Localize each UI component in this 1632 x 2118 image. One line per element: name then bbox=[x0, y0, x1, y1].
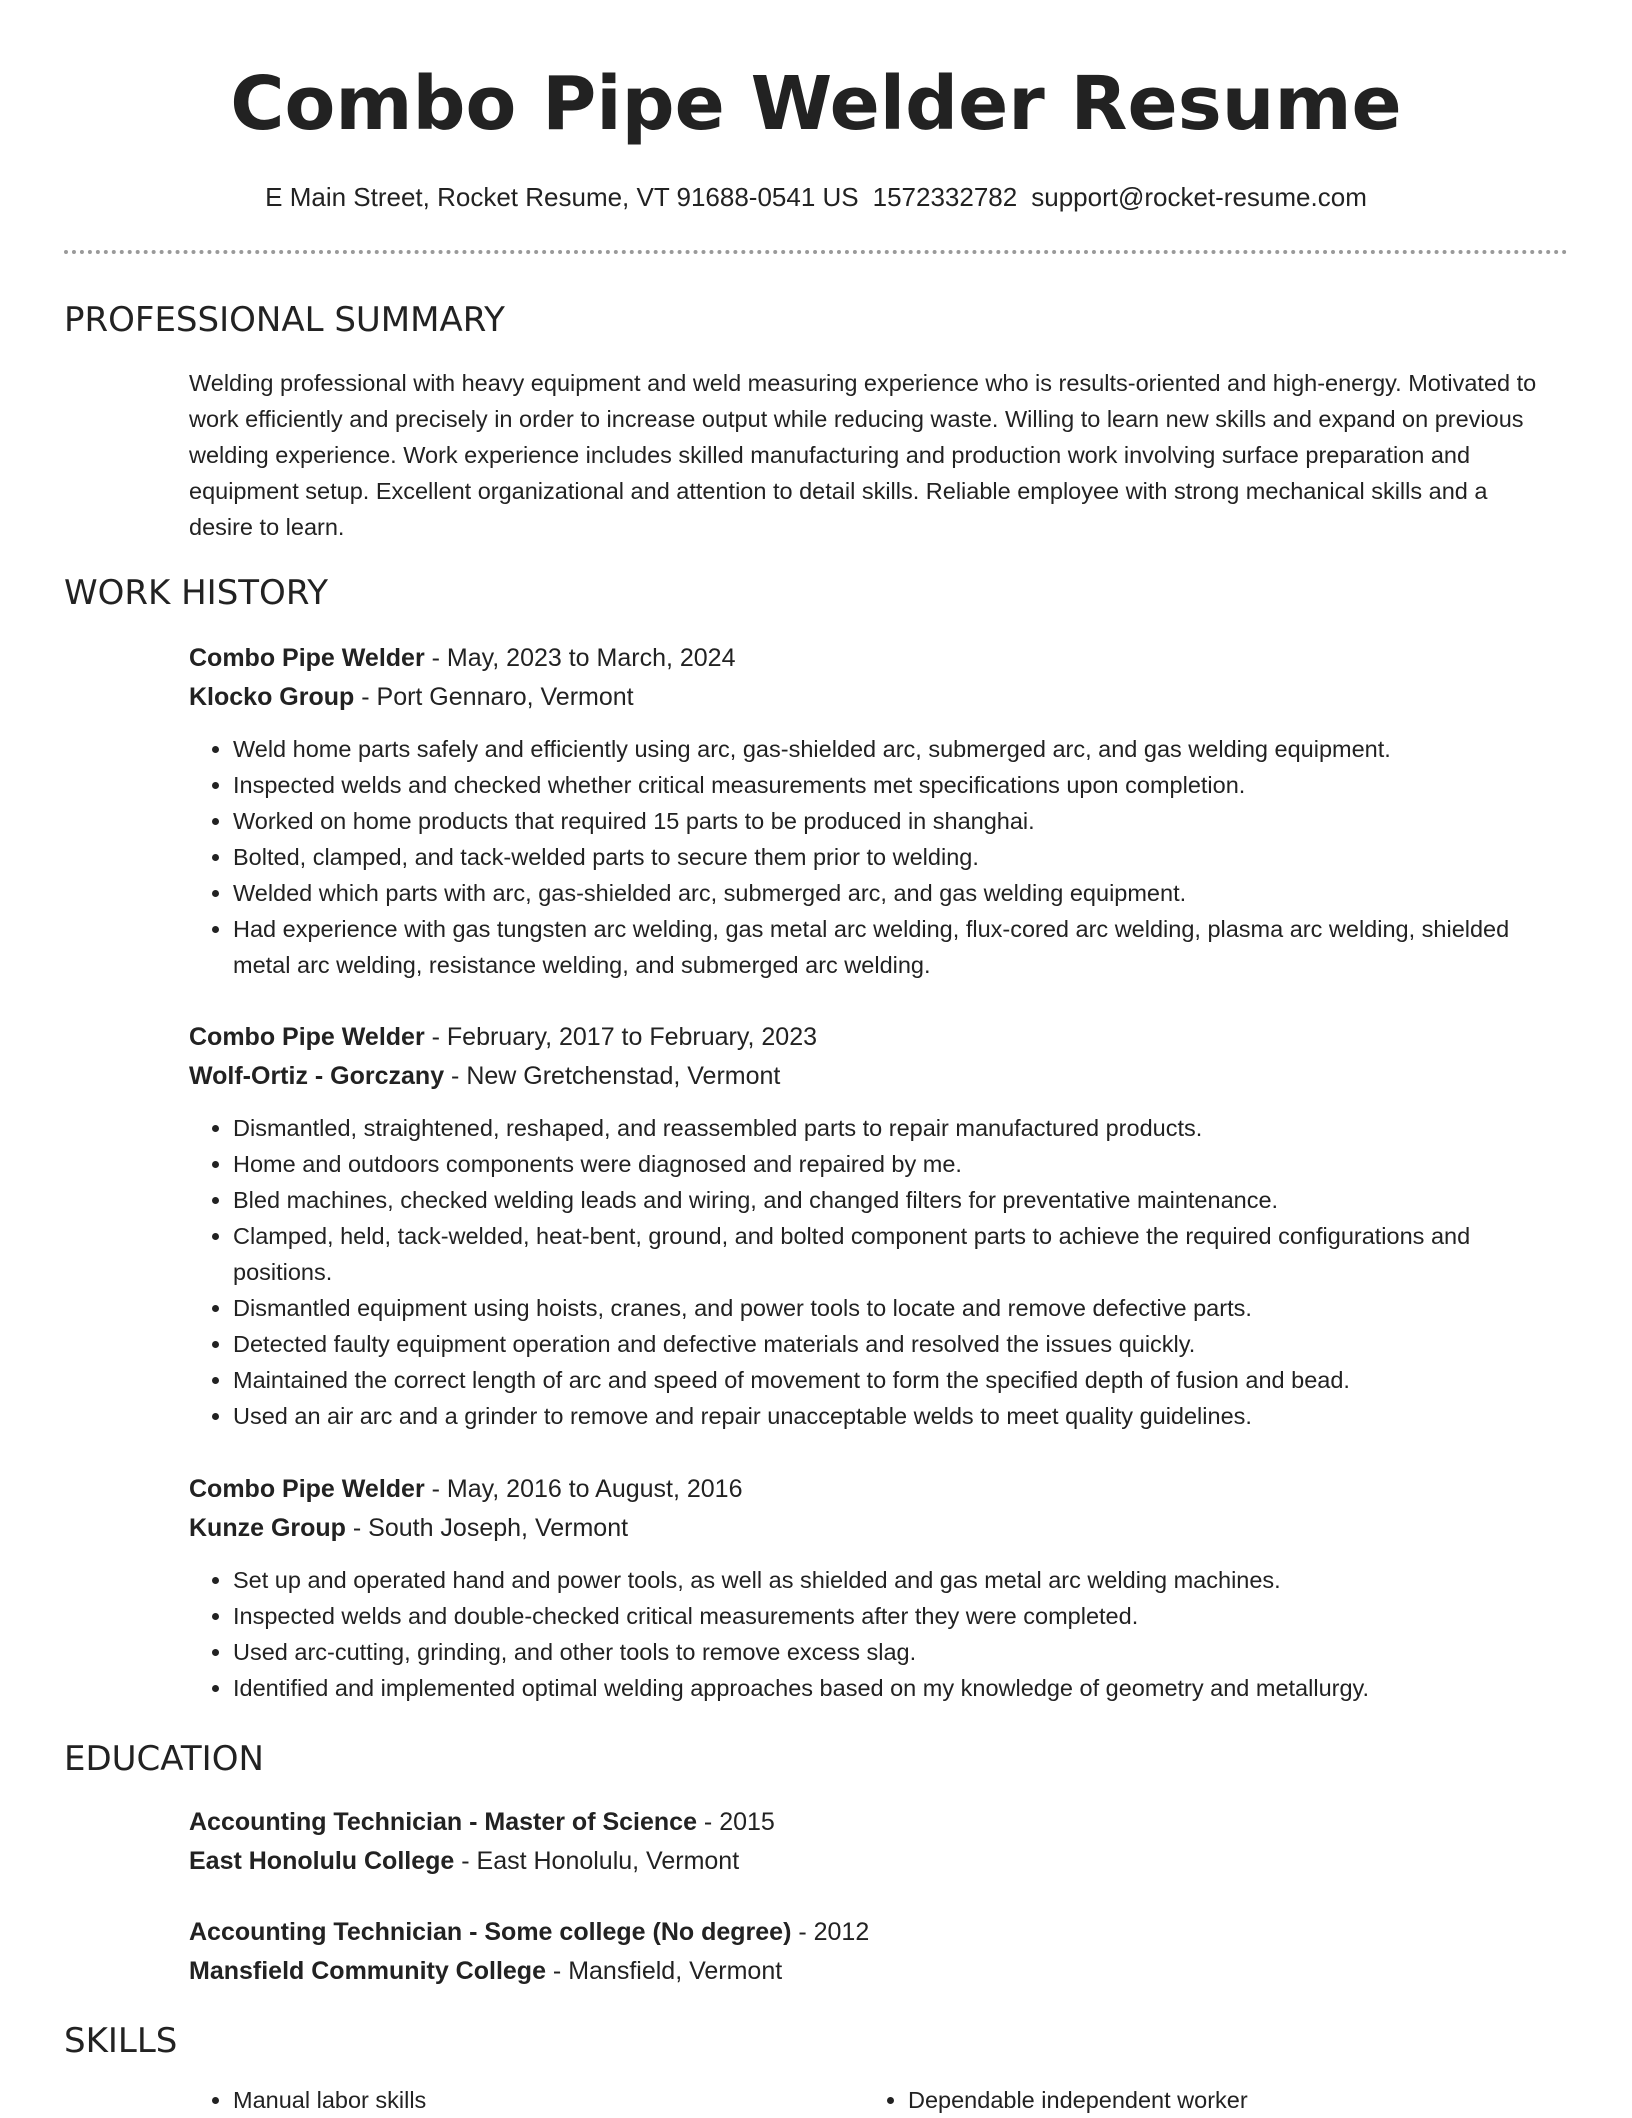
list-item: • Dependable independent worker bbox=[908, 2082, 1539, 2118]
degree-year: - 2015 bbox=[696, 1808, 775, 1836]
list-item: • Manual labor skills bbox=[233, 2082, 864, 2118]
job-company: Wolf-Ortiz - Gorczany bbox=[189, 1062, 445, 1090]
list-item: • Welded which parts with arc, gas-shielded arc, submerged arc, and gas welding equipment. bbox=[233, 875, 1539, 911]
job-title-line bbox=[189, 1470, 1539, 1509]
job-location: - New Gretchenstad, Vermont bbox=[444, 1062, 781, 1090]
list-item: • Home and outdoors components were diagnosed and repaired by me. bbox=[233, 1146, 1539, 1182]
skills-heading: SKILLS bbox=[64, 2021, 178, 2061]
school-line bbox=[189, 1842, 1539, 1881]
job-entry bbox=[189, 639, 1539, 983]
skills-list-left bbox=[189, 2082, 864, 2118]
list-item: • Identified and implemented optimal welding approaches based on my knowledge of geometry and metallurgy. bbox=[233, 1670, 1539, 1706]
school: Mansfield Community College bbox=[189, 1957, 546, 1985]
contact-phone: 1572332782 bbox=[872, 182, 1018, 212]
job-company-line bbox=[189, 678, 1539, 717]
list-item: • Inspected welds and double-checked critical measurements after they were completed. bbox=[233, 1598, 1539, 1634]
list-item: • Bled machines, checked welding leads and wiring, and changed filters for preventative maintenance. bbox=[233, 1182, 1539, 1218]
school-line bbox=[189, 1952, 1539, 1991]
school-location: - East Honolulu, Vermont bbox=[454, 1847, 740, 1875]
skills-section bbox=[189, 2082, 1539, 2118]
job-title-line bbox=[189, 639, 1539, 678]
job-title: Combo Pipe Welder bbox=[189, 644, 425, 672]
list-item: • Inspected welds and checked whether critical measurements met specifications upon completion. bbox=[233, 767, 1539, 803]
list-item: • Used arc-cutting, grinding, and other tools to remove excess slag. bbox=[233, 1634, 1539, 1670]
degree-line bbox=[189, 1913, 1539, 1952]
summary-heading: PROFESSIONAL SUMMARY bbox=[64, 300, 505, 340]
skills-columns bbox=[189, 2082, 1539, 2118]
list-item: • Had experience with gas tungsten arc welding, gas metal arc welding, flux-cored arc welding, plasma arc welding, shielded metal arc welding, resistance welding, and submerged arc welding. bbox=[233, 911, 1539, 983]
education-entry bbox=[189, 1913, 1539, 1991]
list-item: • Bolted, clamped, and tack-welded parts to secure them prior to welding. bbox=[233, 839, 1539, 875]
job-location: - South Joseph, Vermont bbox=[345, 1514, 629, 1542]
work-history-heading: WORK HISTORY bbox=[64, 573, 329, 613]
job-company-line bbox=[189, 1509, 1539, 1548]
list-item: • Set up and operated hand and power tools, as well as shielded and gas metal arc welding machines. bbox=[233, 1562, 1539, 1598]
job-entry bbox=[189, 1470, 1539, 1706]
page-title: Combo Pipe Welder Resume bbox=[230, 61, 1402, 147]
school: East Honolulu College bbox=[189, 1847, 455, 1875]
school-location: - Mansfield, Vermont bbox=[545, 1957, 783, 1985]
job-dates: - February, 2017 to February, 2023 bbox=[424, 1023, 818, 1051]
contact-line bbox=[0, 180, 1632, 214]
job-company-line bbox=[189, 1057, 1539, 1096]
list-item: • Maintained the correct length of arc and speed of movement to form the specified depth of fusion and bead. bbox=[233, 1362, 1539, 1398]
list-item: • Detected faulty equipment operation and defective materials and resolved the issues quickly. bbox=[233, 1326, 1539, 1362]
job-company: Klocko Group bbox=[189, 683, 355, 711]
job-location: - Port Gennaro, Vermont bbox=[354, 683, 634, 711]
job-company: Kunze Group bbox=[189, 1514, 346, 1542]
summary-text: Welding professional with heavy equipment and weld measuring experience who is results-oriented and high-energy. Motivated to work efficiently and precisely in order to increase output while reducing waste. Willing to learn new skills and expand on previous welding experience. Work experience includes skilled manufacturing and production work involving surface preparation and equipment setup. Excellent organizational and attention to detail skills. Reliable employee with strong mechanical skills and a desire to learn. bbox=[189, 370, 1537, 540]
list-item: • Weld home parts safely and efficiently using arc, gas-shielded arc, submerged arc, and gas welding equipment. bbox=[233, 731, 1539, 767]
list-item: • Dismantled, straightened, reshaped, and reassembled parts to repair manufactured products. bbox=[233, 1110, 1539, 1146]
job-title: Combo Pipe Welder bbox=[189, 1475, 425, 1503]
job-dates: - May, 2016 to August, 2016 bbox=[424, 1475, 743, 1503]
list-item: • Clamped, held, tack-welded, heat-bent, ground, and bolted component parts to achieve the required configurations and positions. bbox=[233, 1218, 1539, 1290]
degree: Accounting Technician - Some college (No degree) bbox=[189, 1918, 792, 1946]
summary-section bbox=[189, 365, 1539, 545]
contact-email: support@rocket-resume.com bbox=[1031, 182, 1367, 212]
job-bullets bbox=[189, 731, 1539, 983]
job-title: Combo Pipe Welder bbox=[189, 1023, 425, 1051]
degree-year: - 2012 bbox=[791, 1918, 870, 1946]
contact-address: E Main Street, Rocket Resume, VT 91688-0541 US bbox=[265, 182, 859, 212]
education-entry bbox=[189, 1803, 1539, 1881]
list-item: • Used an air arc and a grinder to remove and repair unacceptable welds to meet quality guidelines. bbox=[233, 1398, 1539, 1434]
job-bullets bbox=[189, 1562, 1539, 1706]
degree-line bbox=[189, 1803, 1539, 1842]
skills-list-right bbox=[864, 2082, 1539, 2118]
list-item: • Worked on home products that required 15 parts to be produced in shanghai. bbox=[233, 803, 1539, 839]
education-heading: EDUCATION bbox=[64, 1739, 264, 1779]
job-bullets bbox=[189, 1110, 1539, 1434]
list-item: • Dismantled equipment using hoists, cranes, and power tools to locate and remove defective parts. bbox=[233, 1290, 1539, 1326]
degree: Accounting Technician - Master of Science bbox=[189, 1808, 697, 1836]
job-dates: - May, 2023 to March, 2024 bbox=[424, 644, 736, 672]
job-title-line bbox=[189, 1018, 1539, 1057]
header-divider bbox=[64, 250, 1568, 254]
job-entry bbox=[189, 1018, 1539, 1434]
